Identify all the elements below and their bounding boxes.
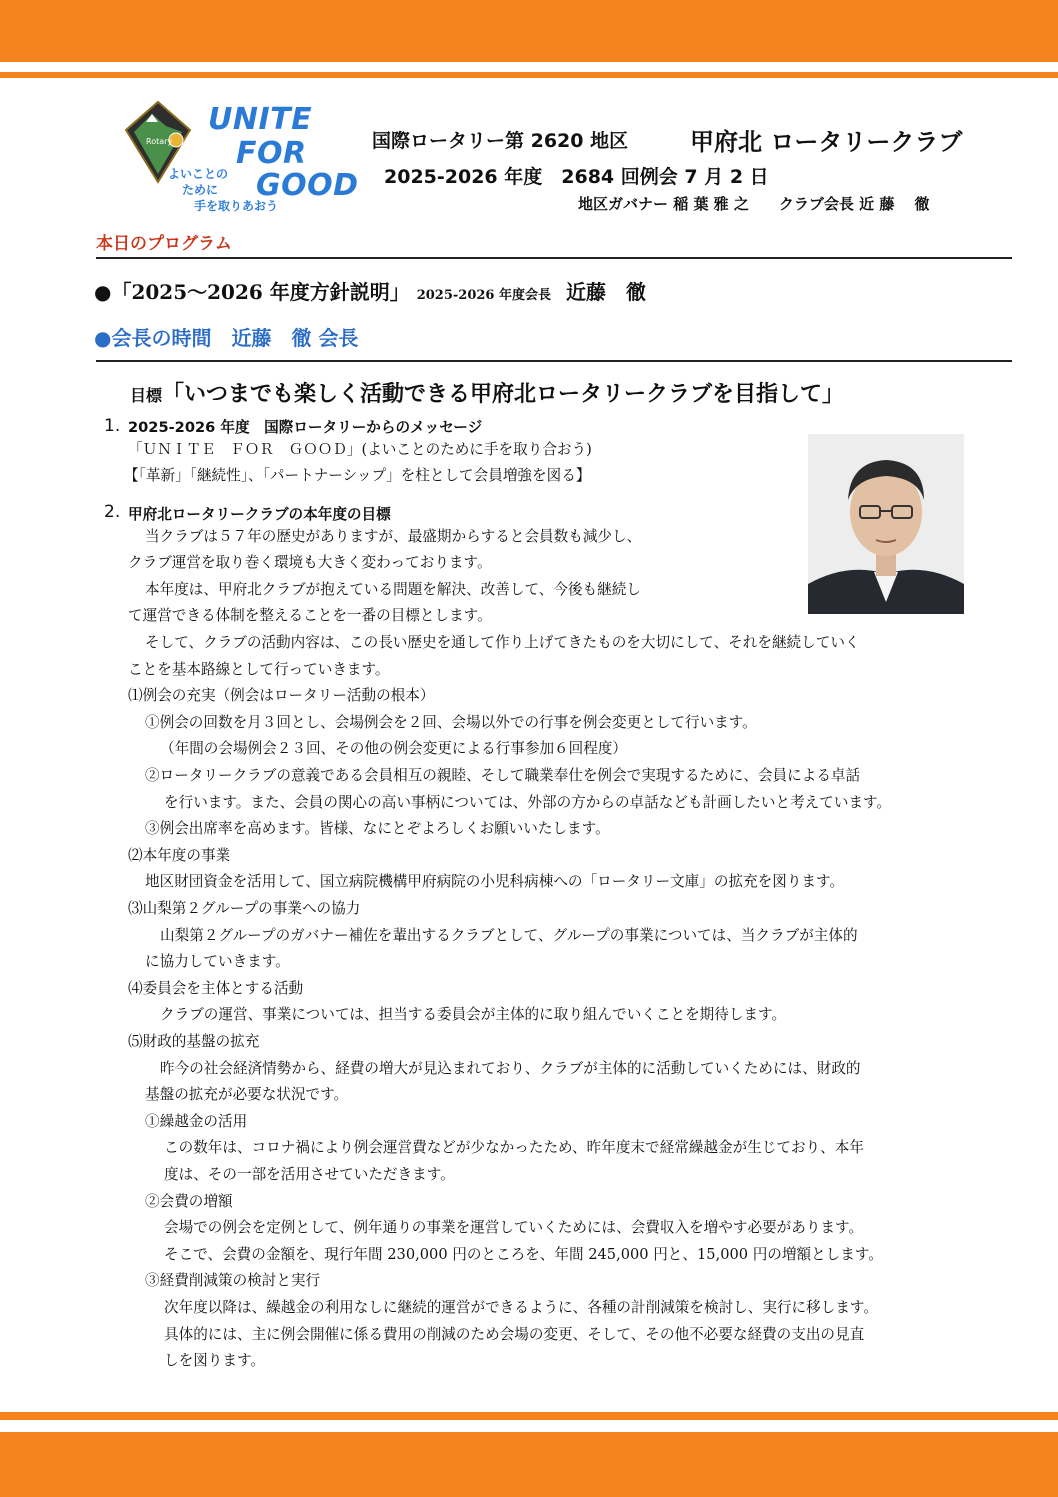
headline-title: ●「2025～2026 年度方針説明」 — [94, 280, 410, 304]
body-text-line: クラブの運営、事業については、担当する委員会が主体的に取り組んでいくことを期待します。 — [160, 1006, 787, 1023]
subsection-heading: ③経費削減策の検討と実行 — [145, 1272, 321, 1289]
section-2-title: 甲府北ロータリークラブの本年度の目標 — [128, 506, 391, 523]
president-photo — [808, 434, 964, 614]
subsection-heading: ②会費の増額 — [145, 1193, 233, 1210]
body-text-line: 地区財団資金を活用して、国立病院機構甲府病院の小児科病棟への「ロータリー文庫」の拡充を図ります。 — [145, 873, 845, 890]
logo-for: FOR — [236, 136, 307, 171]
subsection-heading: ⑴例会の充実（例会はロータリー活動の根本） — [128, 687, 435, 704]
unite-for-good-logo — [120, 98, 359, 228]
body-text-line: 基盤の拡充が必要な状況です。 — [145, 1086, 349, 1103]
body-text-line: ③例会出席率を高めます。皆様、なにとぞよろしくお願いいたします。 — [145, 820, 610, 837]
bottom-orange-band — [0, 1432, 1058, 1497]
program-headline — [94, 276, 646, 305]
divider — [96, 360, 1012, 362]
goal-text: 「いつまでも楽しく活動できる甲府北ロータリークラブを目指して」 — [162, 381, 845, 407]
section-1-line: 【「革新」「継続性」、「パートナーシップ」を柱として会員増強を図る】 — [124, 467, 591, 484]
club-name: 甲府北 ロータリークラブ — [690, 128, 963, 156]
body-text-line: この数年は、コロナ禍により例会運営費などが少なかったため、昨年度末で経常繰越金が生じており、本年 — [164, 1139, 864, 1156]
logo-tagline-1: よいことの — [168, 167, 229, 181]
body-text-line: 具体的には、主に例会開催に係る費用の削減のため会場の変更、そして、その他不必要な経費の支出の見直 — [164, 1326, 865, 1343]
body-text-line: 本年度は、甲府北クラブが抱えている問題を解決、改善して、今後も継続し — [145, 581, 641, 598]
body-text-line: そして、クラブの活動内容は、この長い歴史を通して作り上げてきたものを大切にして、それを継続していく — [145, 634, 860, 651]
body-text-line: 度は、その一部を活用させていただきます。 — [164, 1166, 455, 1183]
goal-label: 目標 — [130, 386, 163, 405]
body-text-line: 山梨第２グループのガバナー補佐を輩出するクラブとして、グループの事業については、当クラブが主体的 — [160, 927, 858, 944]
program-label: 本日のプログラム — [96, 234, 232, 254]
headline-speaker-role: 2025-2026 年度会長 — [416, 288, 552, 303]
section-1-title: 2025-2026 年度 国際ロータリーからのメッセージ — [128, 419, 483, 436]
body-text-line: しを図ります。 — [164, 1352, 265, 1369]
body-text-line: 次年度以降は、繰越金の利用なしに継続的運営ができるように、各種の計削減策を検討し、実行に移します。 — [164, 1299, 878, 1316]
body-text-line: 会場での例会を定例として、例年通りの事業を運営していくためには、会費収入を増やす必要があります。 — [164, 1219, 864, 1236]
body-text-line: （年間の会場例会２３回、その他の例会変更による行事参加６回程度） — [160, 740, 628, 757]
officers-line: 地区ガバナー 稲 葉 雅 之 クラブ会長 近 藤 徹 — [578, 195, 930, 213]
section-1-number: 1. — [104, 416, 121, 436]
body-text-line: 昨今の社会経済情勢から、経費の増大が見込まれており、クラブが主体的に活動していくためには、財政的 — [160, 1060, 861, 1077]
logo-unite: UNITE — [208, 102, 313, 137]
body-text-line: て運営できる体制を整えることを一番の目標とします。 — [128, 607, 492, 624]
bottom-thin-stripe — [0, 1412, 1058, 1420]
presidents-time-heading: ●会長の時間 近藤 徹 会長 — [94, 326, 359, 350]
top-orange-band — [0, 0, 1058, 62]
body-text-line: ことを基本路線として行っていきます。 — [128, 661, 390, 678]
body-text-line: 当クラブは５７年の歴史がありますが、最盛期からすると会員数も減少し、 — [145, 528, 642, 545]
subsection-heading: ⑵本年度の事業 — [128, 847, 231, 864]
logo-tagline-3: 手を取りあおう — [194, 199, 279, 213]
body-text-line: を行います。また、会員の関心の高い事柄については、外部の方からの卓話なども計画したいと考えています。 — [164, 794, 892, 811]
district-name: 国際ロータリー第 2620 地区 — [372, 130, 629, 152]
subsection-heading: ⑸財政的基盤の拡充 — [128, 1033, 260, 1050]
top-thin-stripe — [0, 72, 1058, 78]
headline-speaker: 近藤 徹 — [565, 280, 646, 304]
meeting-info: 2025-2026 年度 2684 回例会 7 月 2 日 — [384, 166, 769, 188]
logo-good: GOOD — [256, 168, 359, 203]
divider — [96, 257, 1012, 259]
section-2-number: 2. — [104, 502, 121, 522]
subsection-heading: ⑶山梨第２グループの事業への協力 — [128, 900, 361, 917]
subsection-heading: ①繰越金の活用 — [145, 1113, 248, 1130]
body-text-line: に協力していきます。 — [145, 953, 290, 970]
subsection-heading: ⑷委員会を主体とする活動 — [128, 980, 304, 997]
goal-heading — [130, 377, 844, 408]
body-text-line: ②ロータリークラブの意義である会員相互の親睦、そして職業奉仕を例会で実現するために、会員による卓話 — [145, 767, 861, 784]
section-1-line: 「ＵＮＩＴＥ ＦＯＲ ＧＯＯＤ」(よいことのために手を取り合おう) — [128, 441, 592, 458]
svg-text:Rotary: Rotary — [146, 137, 173, 146]
body-text-line: クラブ運営を取り巻く環境も大きく変わっております。 — [128, 554, 492, 571]
body-text-line: ①例会の回数を月３回とし、会場例会を２回、会場以外での行事を例会変更として行います。 — [145, 714, 757, 731]
logo-tagline-2: ために — [182, 183, 219, 197]
body-text-line: そこで、会費の金額を、現行年間 230,000 円のところを、年間 245,000 円と、15,000 円の増額とします。 — [164, 1246, 883, 1263]
